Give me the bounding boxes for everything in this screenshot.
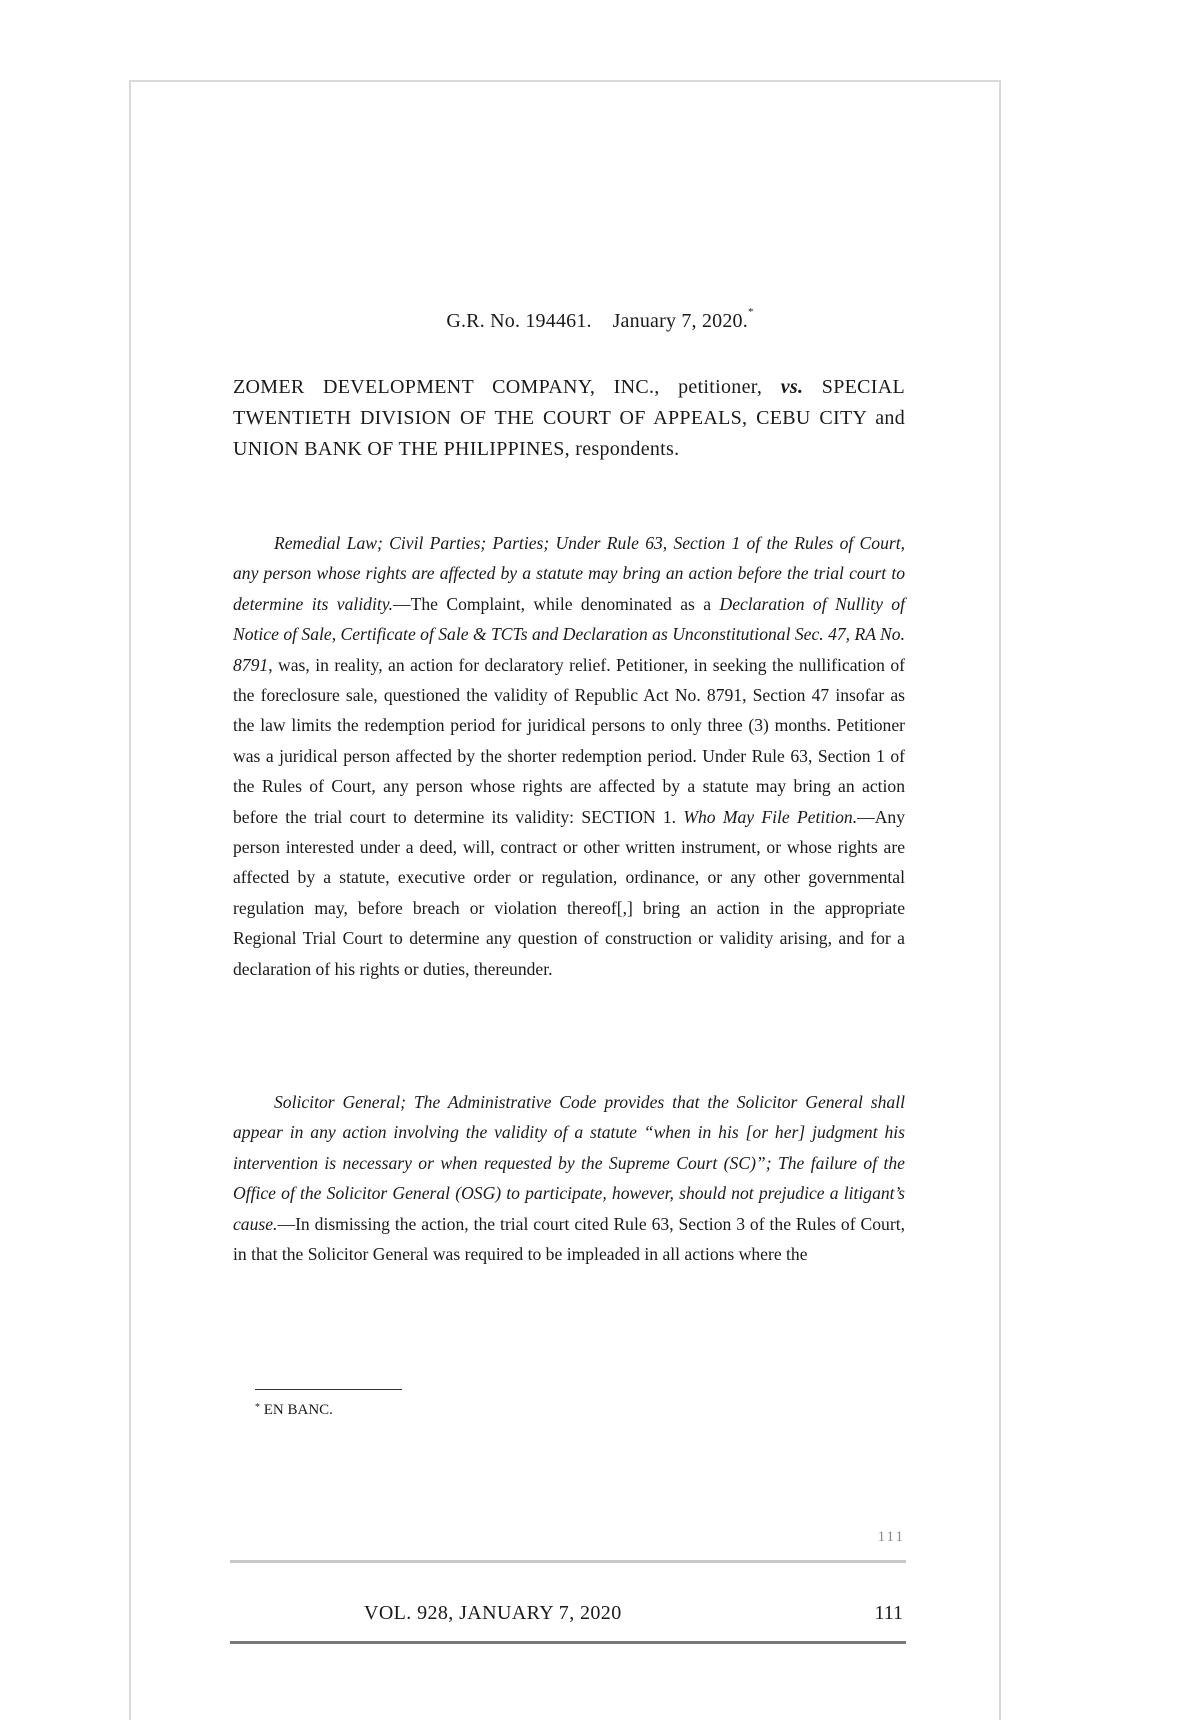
- case-date: January 7, 2020.: [612, 310, 748, 332]
- syllabus-paragraph-1: [233, 528, 905, 984]
- syllabus-segment: Remedial Law; Civil Parties; Parties; Under Rule 63, Section 1 of the Rules of Court, any person whose rights are affected by a statute may bring an action before the trial court to determine its validity.: [233, 533, 905, 614]
- footer-divider-top: [230, 1560, 906, 1563]
- syllabus-segment: Who May File Petition.: [683, 806, 858, 827]
- syllabus-segment: —The Complaint, while denominated as a: [392, 593, 720, 614]
- syllabus-segment: , was, in reality, an action for declaratory relief. Petitioner, in seeking the nullification of the foreclosure sale, questioned the validity of Republic Act No. 8791, Section 47 insofar as the law limits the redemption period for juridical persons to only three (3) months. Petitioner was a juridical person affected by the shorter redemption period. Under Rule 63, Section 1 of the Rules of Court, any person whose rights are affected by a statute may bring an action before the trial court to determine its validity: SECTION 1.: [233, 654, 905, 827]
- footer-divider-bottom: [230, 1641, 906, 1644]
- en-banc-note-mark: *: [747, 306, 754, 319]
- syllabus-segment: —In dismissing the action, the trial court cited Rule 63, Section 3 of the Rules of Court, in that the Solicitor General was required to be impleaded in all actions where the: [233, 1213, 905, 1265]
- petitioner-text: ZOMER DEVELOPMENT COMPANY, INC., petitioner,: [233, 376, 781, 398]
- syllabus-segment: —Any person interested under a deed, will, contract or other written instrument, or whose rights are affected by a statute, executive order or regulation, ordinance, or any other governmental regulation may, before breach or violation thereof[,] bring an action in the appropriate Regional Trial Court to determine any question of construction or validity arising, and for a declaration of his rights or duties, thereunder.: [233, 806, 905, 979]
- respondents-text: SPECIAL TWENTIETH DIVISION OF THE COURT OF APPEALS, CEBU CITY and UNION BANK OF THE PHILIPPINES, respondents.: [233, 376, 905, 460]
- running-page-number: 111: [877, 1529, 905, 1545]
- case-number-heading: [0, 306, 1200, 333]
- footnote-divider: [255, 1389, 402, 1390]
- footnote: [255, 1402, 333, 1419]
- syllabus-paragraph-2: [233, 1087, 905, 1269]
- case-gr-number: G.R. No. 194461.: [446, 310, 592, 332]
- case-parties: [233, 372, 905, 465]
- footnote-text: EN BANC.: [263, 1402, 333, 1418]
- footnote-mark: *: [255, 1402, 260, 1413]
- syllabus-segment: Declaration of Nullity of Notice of Sale, Certificate of Sale & TCTs and Declaration as Unconstitutional Sec. 47, RA No. 8791: [233, 593, 905, 675]
- syllabus-segment: Solicitor General; The Administrative Code provides that the Solicitor General shall appear in any action involving the validity of a statute “when in his [or her] judgment his intervention is necessary or when requested by the Supreme Court (SC)”; The failure of the Office of the Solicitor General (OSG) to participate, however, should not prejudice a litigant’s cause.: [233, 1092, 905, 1234]
- volume-header: VOL. 928, JANUARY 7, 2020: [364, 1602, 622, 1624]
- versus-text: vs.: [780, 376, 804, 398]
- page-number: 111: [874, 1602, 903, 1624]
